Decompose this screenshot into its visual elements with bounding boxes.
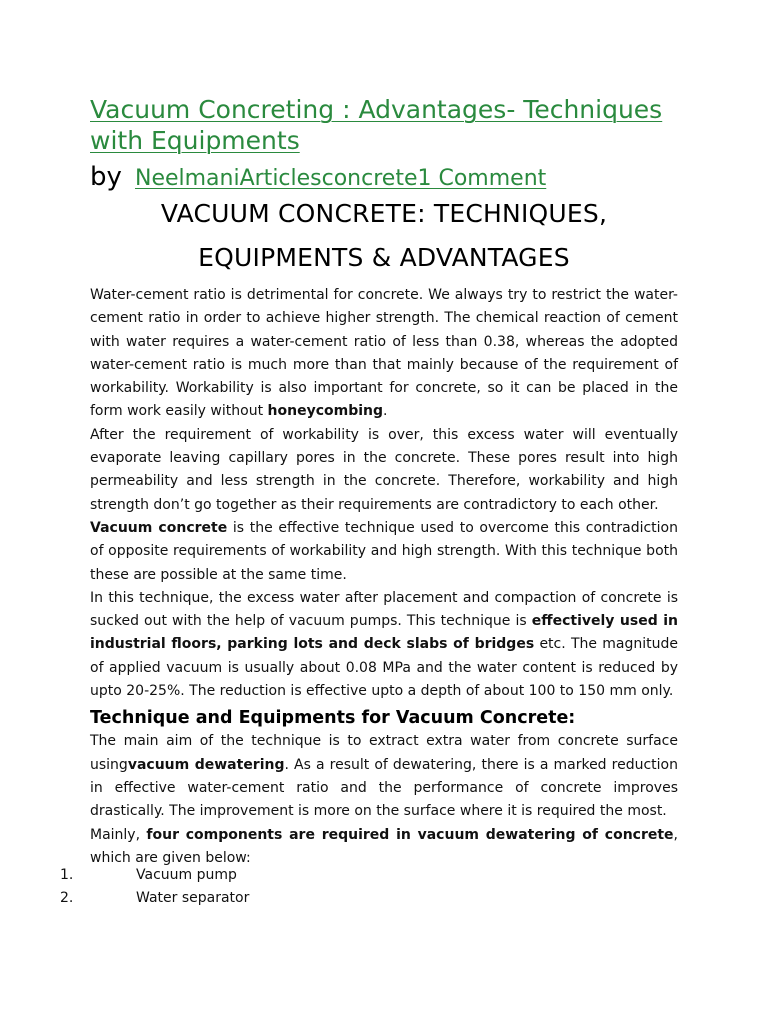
list-item (60, 887, 680, 910)
paragraph-6-after: , which are given below: (90, 826, 678, 866)
components-list (60, 864, 680, 911)
paragraph-4-after: etc. The magnitude of applied vacuum is usually about 0.08 MPa and the water content is reduced by upto 20-25%. The reduction is effective upto a depth of about 100 to 150 mm only. (90, 636, 678, 700)
paragraph-3 (90, 517, 678, 587)
paragraph-5-bold: vacuum dewatering (127, 756, 285, 773)
article-body (90, 284, 678, 870)
paragraph-1-bold: honeycombing (267, 403, 384, 420)
paragraph-5-before: The main aim of the technique is to extract extra water from concrete surface using (90, 733, 678, 773)
paragraph-2: After the requirement of workability is over, this excess water will eventually evaporate leaving capillary pores in the concrete. These pores result into high permeability and less strength in the concrete. Therefore, workability and high strength don’t go together as their requirements are contradictory to each other. (90, 426, 678, 513)
article-title-link[interactable]: Vacuum Concreting : Advantages- Techniques with Equipments (90, 95, 663, 155)
paragraph-6-bold: four components are required in vacuum dewatering of concrete (146, 826, 674, 843)
list-item-number: 2. (60, 890, 74, 907)
list-item-text: Vacuum pump (136, 867, 237, 883)
author-category-comment-link[interactable]: NeelmaniArticlesconcrete1 Comment (134, 166, 547, 191)
byline (90, 162, 546, 192)
paragraph-6-before: Mainly, (90, 826, 147, 843)
paragraph-4-before: In this technique, the excess water after placement and compaction of concrete is sucked out with the help of vacuum pumps. This technique is (90, 589, 678, 630)
paragraph-1-text: Water-cement ratio is detrimental for concrete. We always try to restrict the water-cement ratio in order to achieve higher strength. The chemical reaction of cement with water requires a water-cement ratio of less than 0.38, whereas the adopted water-cement ratio is much more than that mainly because of the requirement of workability. Workability is also important for concrete, so it can be placed in the form work easily without (90, 287, 678, 420)
main-heading (90, 192, 678, 280)
list-item-text: Water separator (136, 890, 250, 907)
paragraph-5-after: . As a result of dewatering, there is a marked reduction in effective water-cement ratio and the performance of concrete improves drastically. The improvement is more on the surface where it is required the most. (90, 756, 678, 820)
paragraph-4 (90, 587, 678, 703)
paragraph-1-after: . (383, 403, 388, 420)
main-heading-line-2: EQUIPMENTS & ADVANTAGES (198, 243, 570, 272)
list-item-number: 1. (60, 867, 74, 883)
list-item (60, 864, 680, 887)
paragraph-5 (90, 730, 678, 823)
section-heading: Technique and Equipments for Vacuum Concrete: (90, 708, 576, 729)
paragraph-1 (90, 284, 678, 424)
paragraph-3-text: is the effective technique used to overcome this contradiction of opposite requirements of workability and high strength. With this technique both these are possible at the same time. (90, 519, 678, 583)
main-heading-line-1: VACUUM CONCRETE: TECHNIQUES, (160, 199, 608, 228)
paragraph-4-bold: effectively used in industrial floors, parking lots and deck slabs of bridges (90, 613, 678, 653)
by-label: by (90, 162, 122, 192)
paragraph-3-bold: Vacuum concrete (90, 519, 228, 536)
